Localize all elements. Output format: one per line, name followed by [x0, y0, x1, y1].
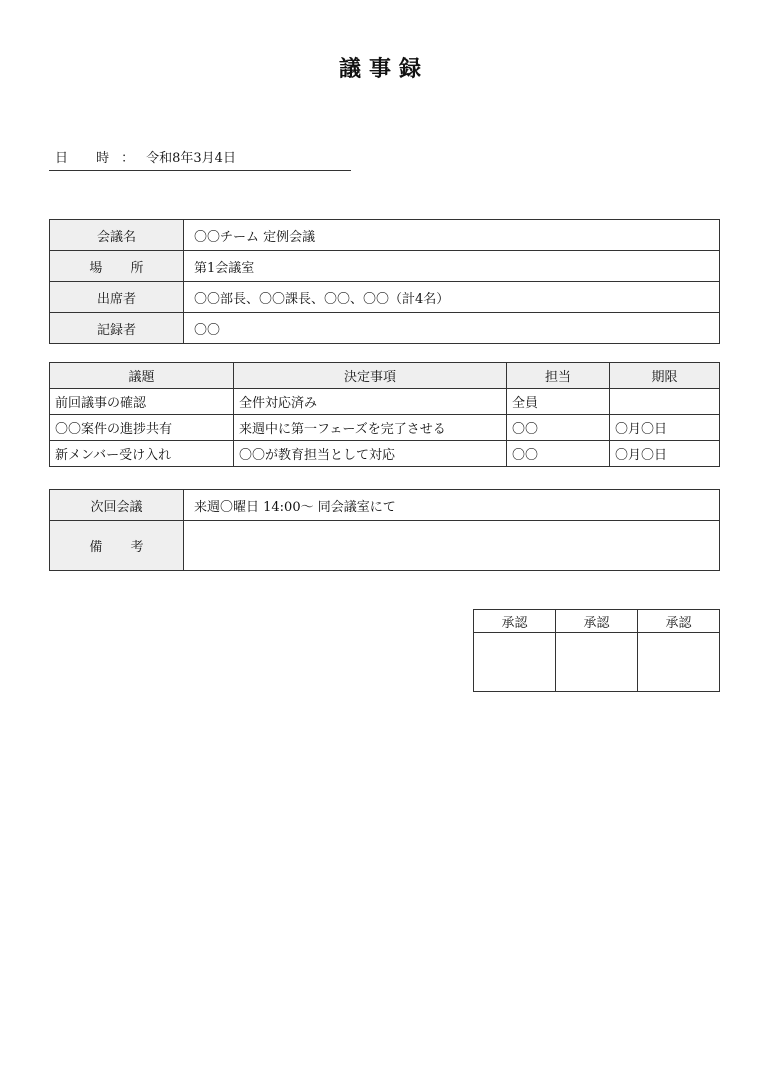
agenda-decision: 全件対応済み	[234, 389, 507, 415]
info-row-location	[50, 251, 720, 282]
agenda-deadline: 〇月〇日	[610, 441, 720, 467]
approval-stamp-row	[474, 633, 720, 692]
agenda-header-row	[50, 363, 720, 389]
approval-stamp-box	[474, 633, 556, 692]
agenda-owner: 〇〇	[507, 441, 610, 467]
agenda-header-deadline: 期限	[610, 363, 720, 389]
info-value: 〇〇チーム 定例会議	[184, 220, 720, 251]
agenda-deadline: 〇月〇日	[610, 415, 720, 441]
agenda-header-owner: 担当	[507, 363, 610, 389]
info-label: 会議名	[50, 220, 184, 251]
agenda-header-decision: 決定事項	[234, 363, 507, 389]
agenda-deadline	[610, 389, 720, 415]
agenda-topic: 〇〇案件の進捗共有	[50, 415, 234, 441]
date-value: 令和8年3月4日	[146, 151, 236, 166]
approval-stamp-box	[556, 633, 638, 692]
approval-table	[473, 609, 720, 692]
notes-row	[50, 521, 720, 571]
agenda-table	[49, 362, 720, 467]
info-row-attendees	[50, 282, 720, 313]
date-line	[49, 150, 351, 171]
info-value: 〇〇部長、〇〇課長、〇〇、〇〇（計4名）	[184, 282, 720, 313]
agenda-topic: 新メンバー受け入れ	[50, 441, 234, 467]
agenda-owner: 〇〇	[507, 415, 610, 441]
agenda-decision: 来週中に第一フェーズを完了させる	[234, 415, 507, 441]
info-label: 記録者	[50, 313, 184, 344]
info-label: 出席者	[50, 282, 184, 313]
next-meeting-row	[50, 490, 720, 521]
meeting-info-table	[49, 219, 720, 344]
info-row-recorder	[50, 313, 720, 344]
approval-header: 承認	[638, 610, 720, 633]
agenda-owner: 全員	[507, 389, 610, 415]
table-row	[50, 415, 720, 441]
next-meeting-value: 来週〇曜日 14:00〜 同会議室にて	[184, 490, 720, 521]
agenda-header-topic: 議題	[50, 363, 234, 389]
approval-header: 承認	[474, 610, 556, 633]
agenda-topic: 前回議事の確認	[50, 389, 234, 415]
notes-value	[184, 521, 720, 571]
table-row	[50, 389, 720, 415]
document-title: 議事録	[338, 56, 429, 82]
approval-header-row	[474, 610, 720, 633]
next-meeting-table	[49, 489, 720, 571]
info-value: 〇〇	[184, 313, 720, 344]
table-row	[50, 441, 720, 467]
info-row-meeting-name	[50, 220, 720, 251]
approval-header: 承認	[556, 610, 638, 633]
next-meeting-label: 次回会議	[50, 490, 184, 521]
date-label: 日 時：	[55, 151, 147, 166]
info-value: 第1会議室	[184, 251, 720, 282]
notes-label: 備 考	[50, 521, 184, 571]
agenda-decision: 〇〇が教育担当として対応	[234, 441, 507, 467]
approval-stamp-box	[638, 633, 720, 692]
info-label: 場 所	[50, 251, 184, 282]
